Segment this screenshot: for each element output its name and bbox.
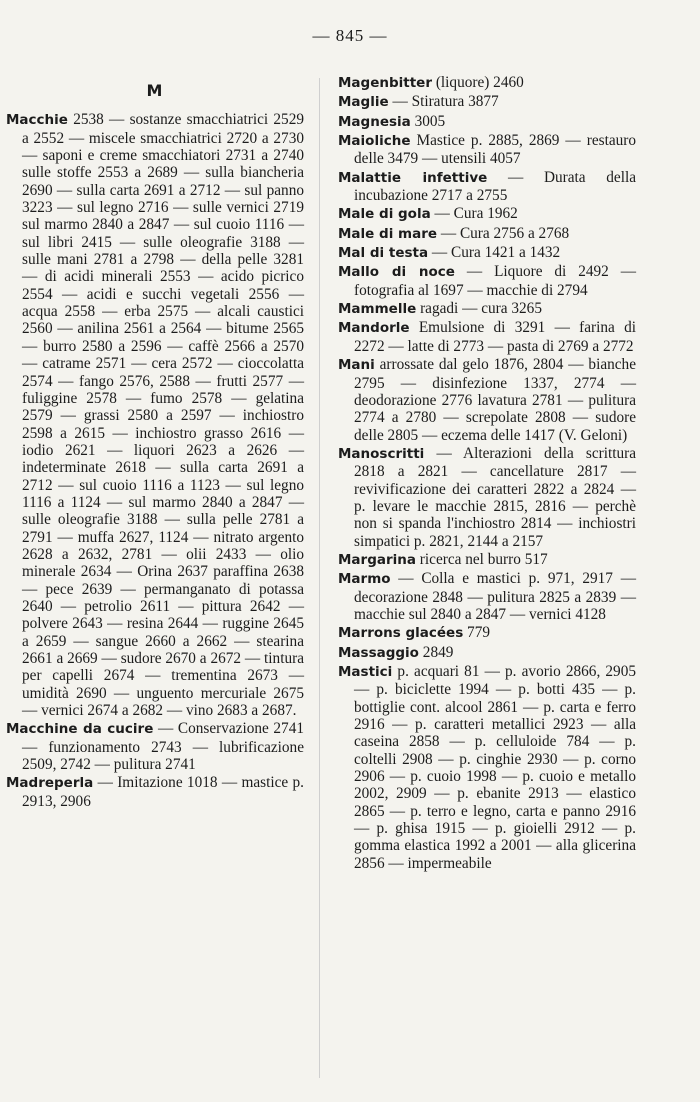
- entry-text: p. acquari 81 — p. avorio 2866, 2905 — p. biciclette 1994 — p. botti 435 — p. bottiglie cont. alcool 2861 — p. carta e ferro 2916 — p. caratteri metallici 2923 — alla caseina 2858 — p. celluloide 784 — p. coltelli 2908 — p. cinghie 2930 — p. corno 2906 — p. cuoio 1998 — p. cuoio e metallo 2002, 2909 — p. ebanite 2913 — elastico 2865 — p. terro e legno, carta e panno 2916 — p. ghisa 1915 — p. gioielli 2912 — p. gomma elastica 1992 a 2001 — alla glicerina 2856 — impermeabile: [354, 663, 636, 872]
- index-entry: [338, 113, 636, 131]
- entry-heading: Maglie: [338, 94, 389, 111]
- entry-heading: Magnesia: [338, 113, 411, 130]
- index-entry: [338, 93, 636, 111]
- index-entry: [338, 551, 636, 569]
- entry-text: 779: [463, 624, 491, 642]
- index-entry: [338, 244, 636, 262]
- entry-heading: Madreperla: [6, 775, 94, 792]
- index-entry: [338, 624, 636, 642]
- entry-heading: Malattie infettive: [338, 169, 488, 186]
- index-entry: [338, 356, 636, 444]
- entry-heading: Massaggio: [338, 644, 419, 661]
- index-entry: [338, 644, 636, 662]
- entry-text: 2849: [418, 643, 454, 661]
- entry-text: Mastice p. 2885, 2869 — restauro delle 3479 — utensili 4057: [354, 132, 636, 168]
- entry-text: arrossate dal gelo 1876, 2804 — bianche 2795 — disinfezione 1337, 2774 — deodorazione 2776 lavatura 2781 — pulitura 2774 a 2780 — screpolate 2808 — sudore delle 2805 — eczema delle 1417 (V. Geloni): [354, 356, 636, 444]
- column-divider: [319, 78, 320, 1078]
- entry-text: — Imitazione 1018 — mastice p. 2913, 2906: [22, 774, 304, 810]
- index-entry: [338, 74, 636, 92]
- entry-heading: Macchine da cucire: [6, 721, 154, 738]
- index-entry: [6, 111, 304, 719]
- entry-heading: Mandorle: [338, 320, 410, 337]
- index-entry: [338, 132, 636, 168]
- section-letter: M: [146, 81, 164, 100]
- entry-text: (liquore) 2460: [432, 74, 524, 91]
- entry-text: ricerca nel burro 517: [415, 550, 548, 568]
- index-entry: [338, 445, 636, 550]
- entry-text: — Alterazioni della scrittura 2818 a 2821 — cancellature 2817 — revivificazione dei caratteri 2822 a 2824 — p. levare le macchie 2815, 2816 — perchè non si spanda l'inchiostro 2814 — inchiostri simpatici p. 2821, 2144 a 2157: [354, 444, 636, 550]
- page-number: — 845 —: [312, 26, 388, 45]
- entry-heading: Marmo: [338, 571, 391, 588]
- entry-text: — Cura 2756 a 2768: [437, 224, 570, 242]
- entry-text: 2538 — sostanze smacchiatrici 2529 a 2552 — miscele smacchiatrici 2720 a 2730 — saponi e creme smacchiatori 2731 a 2740 sulle stoffe 2553 a 2689 — sulla biancheria 2690 — sulla carta 2691 a 2712 — sul panno 3223 — sul legno 2716 — sulle vernici 2719 sul marmo 2840 a 2847 — sul cuoio 1116 — sul libri 2415 — sulle oleografie 3188 — sulle mani 2781 a 2798 — della pelle 3281 — di acidi minerali 2553 — acido picrico 2554 — acidi e succhi vegetali 2556 — acqua 2558 — erba 2575 — alcali caustici 2560 — anilina 2561 a 2564 — bitume 2565 — burro 2580 a 2596 — caffè 2566 a 2570 — catrame 2571 — cera 2572 — cioccolatta 2574 — fango 2576, 2588 — frutti 2577 — fuliggine 2578 — fumo 2578 — gelatina 2579 — grassi 2580 a 2597 — inchiostro 2598 a 2615 — inchiostro grasso 2616 — iodio 2621 — liquori 2623 a 2626 — indeterminate 2618 — sulla carta 2691 a 2712 — sul cuoio 1116 a 1123 — sul legno 1116 a 1124 — sul marmo 2840 a 2847 — sulle oleografie 3188 — sulla pelle 2781 a 2791 — muffa 2627, 1124 — nitrato argento 2628 a 2632, 2781 — olii 2433 — olio minerale 2634 — Orina 2637 paraffina 2638 — pece 2639 — permanganato di potassa 2640 — petrolio 2611 — pittura 2642 — polvere 2643 — resina 2644 — ruggine 2645 a 2659 — sangue 2660 a 2662 — stearina 2661 a 2669 — sudore 2670 a 2672 — tintura per capelli 2674 — trementina 2673 — umidità 2690 — unguento mercuriale 2675 — vernici 2674 a 2682 — vino 2683 a 2687.: [22, 111, 304, 720]
- index-entry: [338, 319, 636, 355]
- entry-text: Emulsione di 3291 — farina di 2272 — latte di 2773 — pasta di 2769 a 2772: [354, 319, 636, 355]
- left-column: [6, 74, 304, 811]
- index-entry: [338, 570, 636, 623]
- entry-text: 3005: [410, 112, 446, 130]
- index-entry: [338, 263, 636, 299]
- entry-text: — Cura 1421 a 1432: [428, 244, 561, 262]
- index-entry: [6, 720, 304, 773]
- entry-heading: Maioliche: [338, 133, 411, 150]
- entry-text: — Conservazione 2741 — funzionamento 2743 — lubrificazione 2509, 2742 — pulitura 2741: [22, 720, 304, 774]
- entry-heading: Marrons glacées: [338, 625, 464, 642]
- index-entry: [338, 205, 636, 223]
- entry-text: — Durata della incubazione 2717 a 2755: [354, 168, 636, 205]
- index-entry: [338, 663, 636, 872]
- entry-heading: Mal di testa: [338, 245, 429, 262]
- index-entry: [338, 300, 636, 318]
- entry-heading: Magenbitter: [338, 75, 432, 91]
- entry-heading: Macchie: [6, 112, 68, 129]
- entry-text: — Cura 1962: [430, 205, 518, 223]
- entry-heading: Mastici: [338, 664, 393, 680]
- entry-heading: Margarina: [338, 551, 416, 568]
- entry-heading: Mammelle: [338, 301, 417, 318]
- right-column: [338, 74, 636, 873]
- index-entry: [6, 774, 304, 810]
- entry-text: — Colla e mastici p. 971, 2917 — decorazione 2848 — pulitura 2825 a 2839 — macchie sul 2840 a 2847 — vernici 4128: [354, 570, 636, 623]
- index-entry: [338, 225, 636, 243]
- entry-heading: Male di mare: [338, 225, 438, 242]
- entry-text: — Stiratura 3877: [388, 93, 499, 111]
- entry-text: ragadi — cura 3265: [416, 300, 542, 318]
- entry-heading: Mallo di noce: [338, 264, 455, 281]
- entry-heading: Manoscritti: [338, 445, 425, 462]
- entry-heading: Mani: [338, 357, 375, 374]
- entry-heading: Male di gola: [338, 206, 431, 223]
- entry-text: — Liquore di 2492 — fotografia al 1697 — macchie di 2794: [354, 263, 636, 299]
- index-entry: [338, 169, 636, 205]
